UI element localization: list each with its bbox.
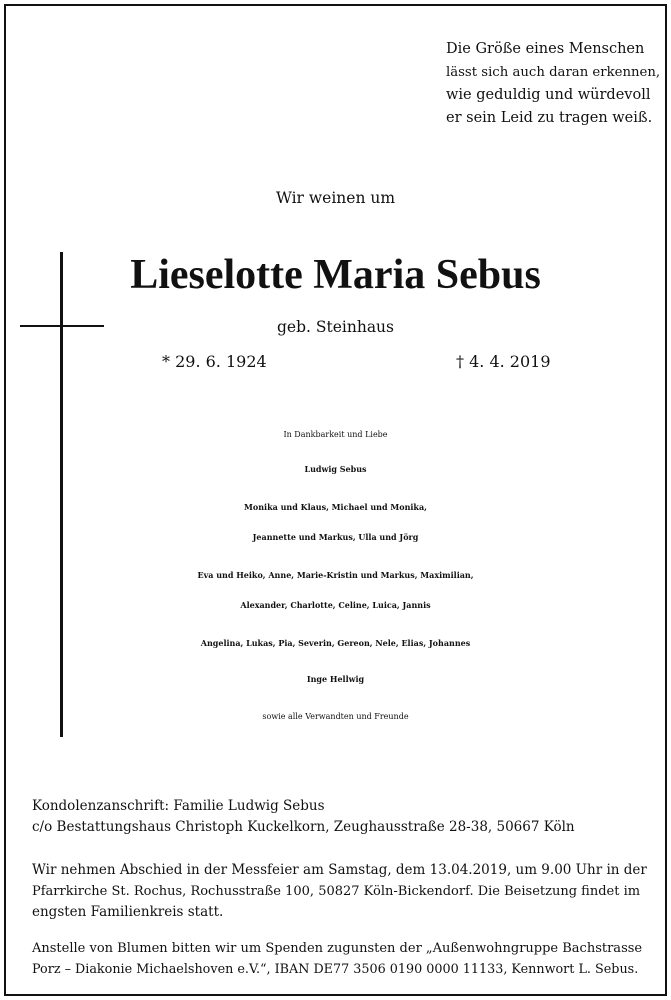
birth-date: * 29. 6. 1924 xyxy=(162,352,267,371)
quote-block xyxy=(446,38,660,130)
great-grandchildren-line: Angelina, Lukas, Pia, Severin, Gereon, Nele, Elias, Johannes xyxy=(200,638,471,648)
service-line: Wir nehmen Abschied in der Messfeier am Samstag, dem 13.04.2019, um 9.00 Uhr in der xyxy=(32,862,647,878)
condolence-line: c/o Bestattungshaus Christoph Kuckelkorn, Zeughausstraße 28-38, 50667 Köln xyxy=(32,819,575,835)
service-line: Pfarrkirche St. Rochus, Rochusstraße 100, 50827 Köln-Bickendorf. Die Beisetzung findet im xyxy=(32,884,641,899)
condolence-address xyxy=(32,796,575,838)
quote-line: lässt sich auch daran erkennen, xyxy=(446,65,661,80)
intro-text: Wir weinen um xyxy=(275,189,396,207)
donation-line: Anstelle von Blumen bitten wir um Spenden zugunsten der „Außenwohngruppe Bachstrasse xyxy=(32,941,643,956)
grandchildren-line: Alexander, Charlotte, Celine, Luica, Jannis xyxy=(240,600,431,610)
condolence-line: Kondolenzanschrift: Familie Ludwig Sebus xyxy=(32,798,325,814)
donation-info xyxy=(32,938,642,980)
donation-line: Porz – Diakonie Michaelshoven e.V.“, IBAN DE77 3506 0190 0000 11133, Kennwort L. Sebus. xyxy=(32,962,639,977)
children-line: Monika und Klaus, Michael und Monika, xyxy=(244,502,427,512)
service-line: engsten Familienkreis statt. xyxy=(32,904,224,920)
spouse-name: Ludwig Sebus xyxy=(304,464,367,474)
grandchildren-line: Eva und Heiko, Anne, Marie-Kristin und Markus, Maximilian, xyxy=(197,570,474,580)
children-line: Jeannette und Markus, Ulla und Jörg xyxy=(252,532,419,542)
death-date: † 4. 4. 2019 xyxy=(456,352,551,371)
quote-line: Die Größe eines Menschen xyxy=(446,41,645,57)
quote-line: wie geduldig und würdevoll xyxy=(446,87,651,103)
service-info xyxy=(32,860,647,923)
maiden-name: geb. Steinhaus xyxy=(277,318,394,336)
quote-line: er sein Leid zu tragen weiß. xyxy=(446,110,653,126)
deceased-name: Lieselotte Maria Sebus xyxy=(130,252,541,298)
gratitude-line: In Dankbarkeit und Liebe xyxy=(283,430,388,439)
relatives-line: sowie alle Verwandten und Freunde xyxy=(262,712,409,721)
sibling-name: Inge Hellwig xyxy=(306,674,365,684)
